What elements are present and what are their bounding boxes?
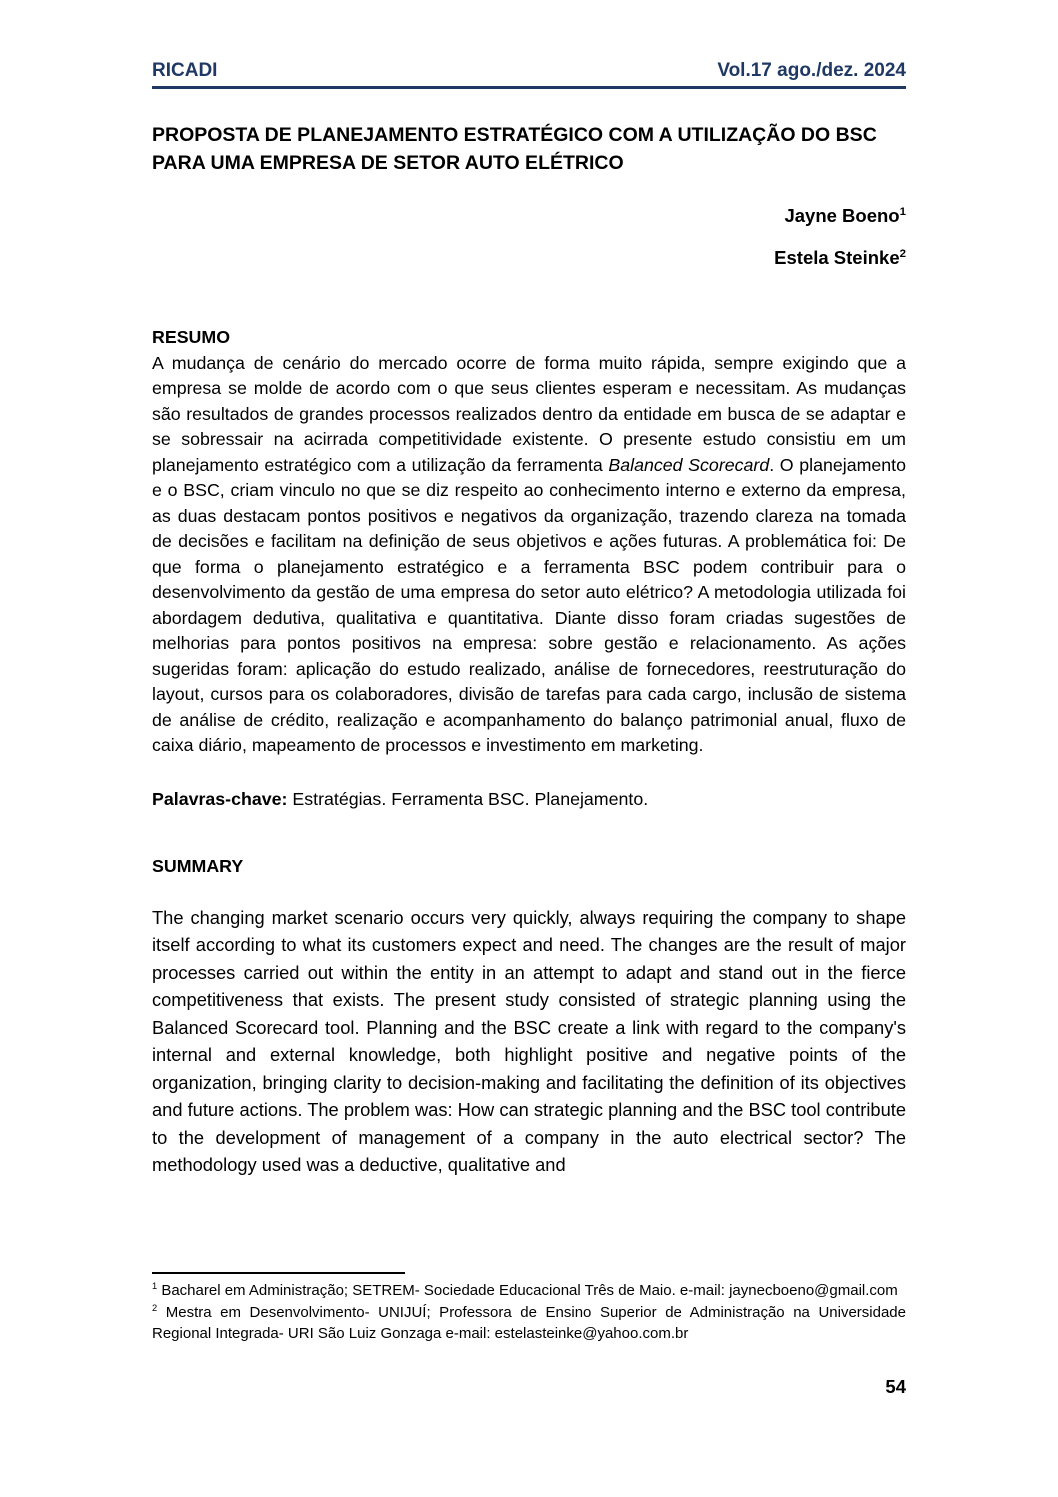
footnote-2	[152, 1302, 906, 1345]
footnote-divider	[152, 1272, 405, 1274]
resumo-heading: RESUMO	[152, 327, 231, 347]
resumo-text-after: . O planejamento e o BSC, criam vinculo no que se diz respeito ao conhecimento interno e externo da empresa, as duas destacam pontos positivos e negativos da organização, trazendo clareza na tomada de decisões e facilitam na definição de seus objetivos e ações futuras. A problemática foi: De que forma o planejamento estratégico e a ferramenta BSC podem contribuir para o desenvolvimento da gestão de uma empresa do setor auto elétrico? A metodologia utilizada foi abordagem dedutiva, qualitativa e quantitativa. Diante disso foram criadas sugestões de melhorias para pontos positivos na empresa: sobre gestão e relacionamento. As ações sugeridas foram: aplicação do estudo realizado, análise de fornecedores, reestruturação do layout, cursos para os colaboradores, divisão de tarefas para cada cargo, inclusão de sistema de análise de crédito, realização e acompanhamento do balanço patrimonial anual, fluxo de caixa diário, mapeamento de processos e investimento em marketing.	[152, 454, 906, 755]
footnote-2-text: Mestra em Desenvolvimento- UNIJUÍ; Professora de Ensino Superior de Administração na Universidade Regional Integrada- URI São Luiz Gonzaga e-mail: estelasteinke@yahoo.com.br	[152, 1303, 906, 1342]
footnote-1-marker: 1	[152, 1281, 158, 1291]
keywords-label: Palavras-chave:	[152, 788, 288, 809]
author-line	[152, 245, 906, 271]
author-footnote-ref: 1	[899, 205, 906, 218]
author-line	[152, 203, 906, 229]
summary-paragraph: The changing market scenario occurs very quickly, always requiring the company to shape itself according to what its customers expect and need. The changes are the result of major processes carried out within the entity in an attempt to adapt and stand out in the fierce competitiveness that exists. The present study consisted of strategic planning using the Balanced Scorecard tool. Planning and the BSC create a link with regard to the company's internal and external knowledge, both highlight positive and negative points of the organization, bringing clarity to decision-making and facilitating the definition of its objectives and future actions. The problem was: How can strategic planning and the BSC tool contribute to the development of management of a company in the auto electrical sector? The methodology used was a deductive, qualitative and	[152, 906, 906, 1175]
author-list	[152, 203, 906, 271]
author-name: Jayne Boeno	[784, 205, 900, 226]
journal-volume-date: Vol.17 ago./dez. 2024	[717, 60, 906, 81]
author-footnote-ref: 2	[899, 247, 906, 260]
resumo-text-before: A mudança de cenário do mercado ocorre de forma muito rápida, sempre exigindo que a empresa se molde de acordo com o que seus clientes esperam e necessitam. As mudanças são resultados de grandes processos realizados dentro da entidade em busca de se adaptar e se sobressair na acirrada competitividade existente. O presente estudo consistiu em um planejamento estratégico com a utilização da ferramenta	[152, 352, 906, 475]
journal-name: RICADI	[152, 60, 218, 81]
balanced-scorecard-term: Balanced Scorecard	[608, 454, 770, 475]
article-title: PROPOSTA DE PLANEJAMENTO ESTRATÉGICO COM A UTILIZAÇÃO DO BSC PARA UMA EMPRESA DE SETOR AUTO ELÉTRICO	[152, 124, 877, 174]
resumo-paragraph	[152, 351, 906, 759]
summary-heading: SUMMARY	[152, 856, 244, 876]
journal-header	[152, 60, 906, 89]
footnote-section	[152, 1272, 906, 1345]
footnote-1	[152, 1280, 906, 1302]
footnote-2-marker: 2	[152, 1302, 158, 1313]
page-number: 54	[885, 1376, 906, 1397]
keywords-text: Estratégias. Ferramenta BSC. Planejamento.	[287, 788, 649, 809]
page-content	[152, 60, 906, 1179]
keywords-line	[152, 787, 906, 813]
author-name: Estela Steinke	[774, 247, 900, 268]
footnote-1-text: Bacharel em Administração; SETREM- Sociedade Educacional Três de Maio. e-mail: jaynecboeno@gmail.com	[157, 1282, 898, 1299]
